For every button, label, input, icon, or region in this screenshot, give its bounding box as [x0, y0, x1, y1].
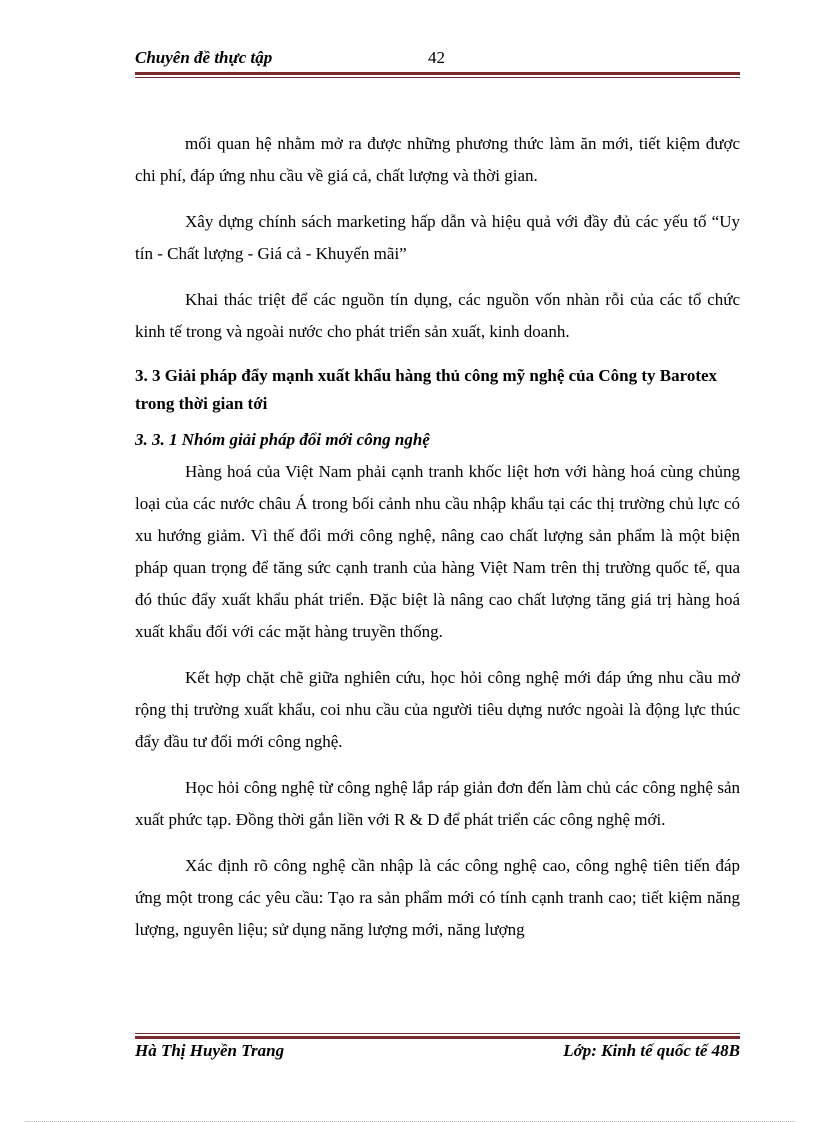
- subsection-heading: 3. 3. 1 Nhóm giải pháp đổi mới công nghệ: [135, 430, 430, 449]
- page-number: 42: [428, 48, 445, 67]
- paragraph: Xây dựng chính sách marketing hấp dẫn và hiệu quả với đầy đủ các yếu tố “Uy tín - Chất lượng - Giá cả - Khuyến mãi”: [135, 212, 740, 263]
- paragraph: Xác định rõ công nghệ cần nhập là các công nghệ cao, công nghệ tiên tiến đáp ứng một trong các yêu cầu: Tạo ra sản phẩm mới có tính cạnh tranh cao; tiết kiệm năng lượng, nguyên liệu; sử dụng năng lượng mới, năng lượng: [135, 856, 740, 939]
- paragraph: Kết hợp chặt chẽ giữa nghiên cứu, học hỏi công nghệ mới đáp ứng nhu cầu mở rộng thị trường xuất khẩu, coi nhu cầu của người tiêu dựng nước ngoài là động lực thúc đẩy đầu tư đổi mới công nghệ.: [135, 668, 740, 751]
- header-title: Chuyên đề thực tập: [135, 48, 273, 67]
- header-rule-thin: [135, 77, 740, 78]
- page-footer: [135, 1041, 740, 1063]
- page-edge-divider: [25, 1121, 795, 1122]
- paragraph: mối quan hệ nhằm mở ra được những phương thức làm ăn mới, tiết kiệm được chi phí, đáp ứng nhu cầu về giá cả, chất lượng và thời gian.: [135, 134, 740, 185]
- section-heading: 3. 3 Giải pháp đẩy mạnh xuất khẩu hàng thủ công mỹ nghệ của Công ty Barotex trong thời gian tới: [135, 366, 718, 413]
- header-rule-thick: [135, 72, 740, 75]
- paragraph: Khai thác triệt để các nguồn tín dụng, các nguồn vốn nhàn rỗi của các tổ chức kinh tế trong và ngoài nước cho phát triển sản xuất, kinh doanh.: [135, 290, 740, 341]
- footer-author: Hà Thị Huyền Trang: [135, 1041, 285, 1060]
- page-header: [135, 48, 740, 70]
- paragraph: Học hỏi công nghệ từ công nghệ lắp ráp giản đơn đến làm chủ các công nghệ sản xuất phức tạp. Đồng thời gắn liền với R & D để phát triển các công nghệ mới.: [135, 778, 740, 829]
- page-body: [135, 128, 740, 960]
- footer-rule-thin: [135, 1033, 740, 1034]
- footer-class: Lớp: Kinh tế quốc tế 48B: [563, 1041, 740, 1060]
- footer-rule-thick: [135, 1036, 740, 1039]
- paragraph: Hàng hoá của Việt Nam phải cạnh tranh khốc liệt hơn với hàng hoá cùng chủng loại của các nước châu Á trong bối cảnh nhu cầu nhập khẩu tại các thị trường chủ lực có xu hướng giảm. Vì thế đổi mới công nghệ, nâng cao chất lượng sản phẩm là một biện pháp quan trọng để tăng sức cạnh tranh của hàng Việt Nam trên thị trường quốc tế, qua đó thúc đẩy xuất khẩu phát triển. Đặc biệt là nâng cao chất lượng tăng giá trị hàng hoá xuất khẩu đối với các mặt hàng truyền thống.: [135, 462, 740, 641]
